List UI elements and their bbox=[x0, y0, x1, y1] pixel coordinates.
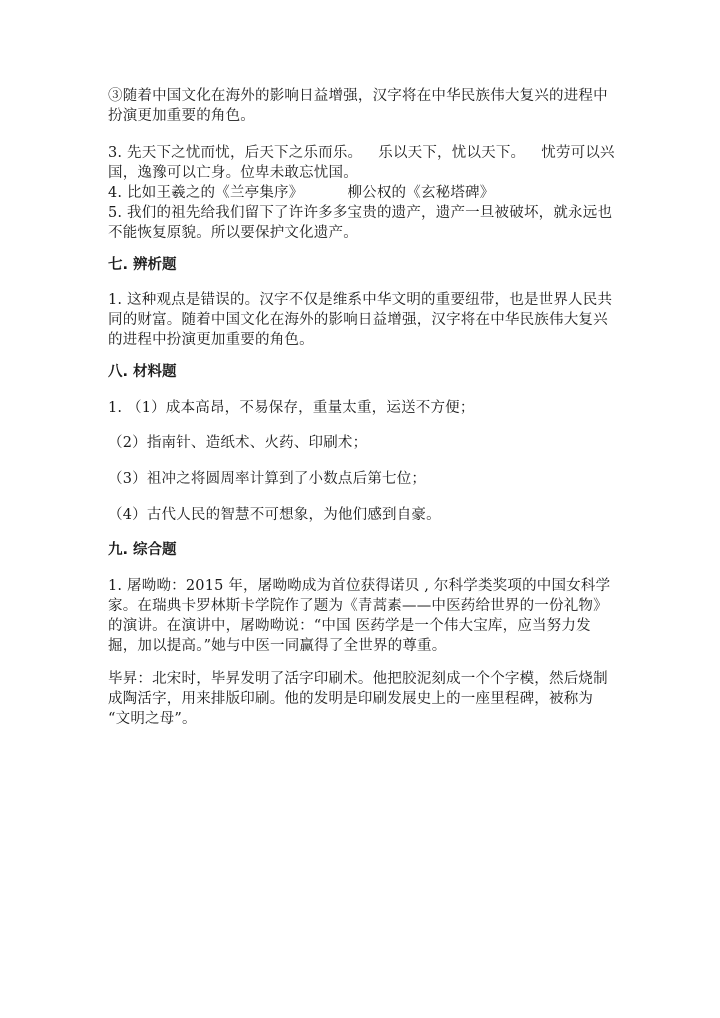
answer-line: 1. 这种观点是错误的。汉字不仅是维系中华文明的重要纽带，也是世界人民共 bbox=[108, 292, 613, 308]
answer-line: 家。在瑞典卡罗林斯卡学院作了题为《青蒿素——中医药给世界的一份礼物》 bbox=[108, 598, 608, 614]
answer-line: “文明之母”。 bbox=[108, 711, 197, 727]
answer-line: （4）古代人民的智慧不可想象，为他们感到自豪。 bbox=[108, 507, 441, 523]
answer-line: 的进程中扮演更加重要的角色。 bbox=[108, 332, 314, 348]
answer-line: ③随着中国文化在海外的影响日益增强，汉字将在中华民族伟大复兴的进程中 bbox=[108, 88, 608, 104]
answer-segment: 3. 先天下之忧而忧，后天下之乐而乐。 bbox=[108, 145, 363, 161]
answer-line: 毕昇：北宋时，毕昇发明了活字印刷术。他把胶泥刻成一个个字模，然后烧制 bbox=[108, 671, 608, 687]
answer-line: 5. 我们的祖先给我们留下了许许多多宝贵的遗产，遗产一旦被破坏，就永远也 bbox=[108, 205, 613, 221]
answer-segment: 4. 比如王羲之的《兰亭集序》 bbox=[108, 185, 304, 201]
answer-line: 不能恢复原貌。所以要保护文化遗产。 bbox=[108, 225, 358, 241]
answer-line: （3）祖冲之将圆周率计算到了小数点后第七位； bbox=[108, 471, 427, 487]
answer-segment: 乐以天下，忧以天下。 bbox=[378, 145, 526, 161]
answer-line: 1. （1）成本高昂，不易保存，重量太重，运送不方便； bbox=[108, 400, 475, 416]
answer-line: 1. 屠呦呦：2015 年，屠呦呦成为首位获得诺贝 , 尔科学类奖项的中国女科学 bbox=[108, 578, 611, 594]
section-heading: 七. 辨析题 bbox=[108, 257, 177, 273]
section-heading: 八. 材料题 bbox=[108, 364, 177, 380]
answer-line: 同的财富。随着中国文化在海外的影响日益增强，汉字将在中华民族伟大复兴 bbox=[108, 312, 608, 328]
answer-line: 扮演更加重要的角色。 bbox=[108, 108, 255, 124]
answer-line: 国，逸豫可以亡身。位卑未敢忘忧国。 bbox=[108, 165, 358, 181]
answer-line: 的演讲。在演讲中，屠呦呦说：“中国 医药学是一个伟大宝库，应当努力发 bbox=[108, 618, 591, 634]
answer-line: 成陶活字，用来排版印刷。他的发明是印刷发展史上的一座里程碑，被称为 bbox=[108, 691, 594, 707]
answer-segment: 忧劳可以兴 bbox=[541, 145, 615, 161]
answer-line bbox=[108, 183, 494, 203]
answer-line: 掘，加以提高。”她与中医一同赢得了全世界的尊重。 bbox=[108, 638, 447, 654]
section-heading: 九. 综合题 bbox=[108, 542, 177, 558]
answer-line: （2）指南针、造纸术、火药、印刷术； bbox=[108, 435, 368, 451]
answer-line bbox=[108, 143, 615, 163]
answer-segment: 柳公权的《玄秘塔碑》 bbox=[347, 185, 495, 201]
